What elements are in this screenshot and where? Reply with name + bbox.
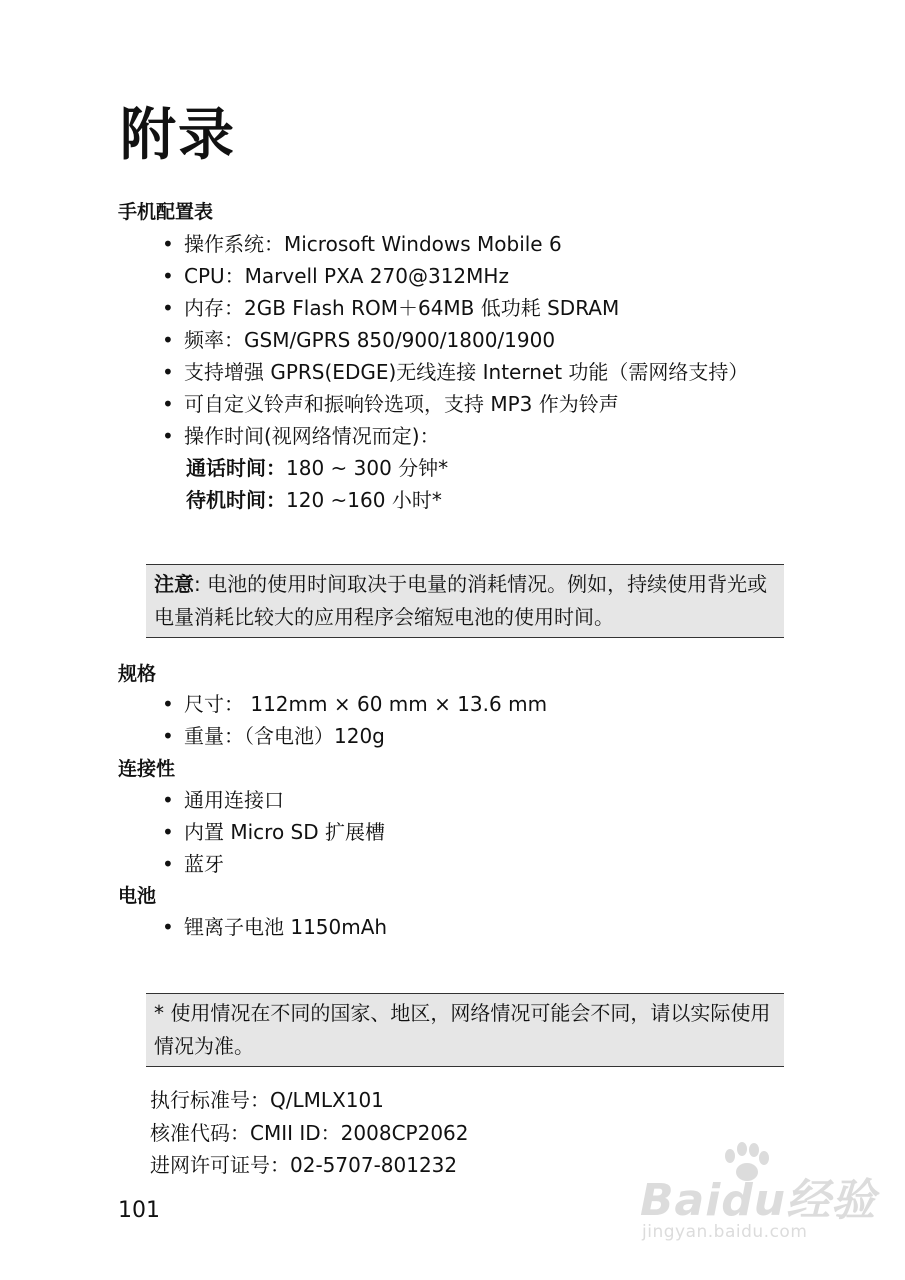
bullet-icon: • (162, 392, 174, 416)
list-item (160, 356, 748, 388)
page-number: 101 (118, 1198, 160, 1223)
battery-list (160, 911, 387, 943)
list-item-text: 内存：2GB Flash ROM＋64MB 低功耗 SDRAM (184, 296, 620, 320)
footnote-text: * 使用情况在不同的国家、地区，网络情况可能会不同，请以实际使用情况为准。 (154, 1001, 771, 1058)
list-item (160, 784, 385, 816)
list-item (160, 720, 547, 752)
phone-config-heading: 手机配置表 (118, 201, 214, 223)
list-item-text: 可自定义铃声和振响铃选项，支持 MP3 作为铃声 (184, 392, 619, 416)
talk-time-label: 通话时间： (186, 456, 286, 480)
list-item (160, 324, 748, 356)
list-item (160, 911, 387, 943)
footnote-box (146, 993, 784, 1067)
list-item-text: 尺寸： 112mm × 60 mm × 13.6 mm (184, 692, 548, 716)
specs-list (160, 688, 547, 752)
standby-time-label: 待机时间： (186, 488, 286, 512)
list-item (160, 816, 385, 848)
note-box (146, 564, 784, 638)
talk-time-value: 180 ~ 300 分钟* (286, 456, 449, 480)
list-item-text: 操作时间(视网络情况而定)： (184, 424, 440, 448)
bullet-icon: • (162, 264, 174, 288)
bullet-icon: • (162, 232, 174, 256)
watermark-brand: Baidu经验 (640, 1175, 877, 1226)
standard-number: 执行标准号：Q/LMLX101 (150, 1088, 384, 1112)
bullet-icon: • (162, 788, 174, 812)
standby-time-line (186, 484, 442, 516)
talk-time-line (186, 452, 448, 484)
network-license: 进网许可证号：02-5707-801232 (150, 1153, 458, 1177)
standby-time-value: 120 ~160 小时* (286, 488, 442, 512)
bullet-icon: • (162, 328, 174, 352)
baidu-watermark (640, 1140, 880, 1250)
list-item (160, 292, 748, 324)
list-item-text: 支持增强 GPRS(EDGE)无线连接 Internet 功能（需网络支持） (184, 360, 749, 384)
list-item-text: CPU：Marvell PXA 270@312MHz (184, 264, 509, 288)
bullet-icon: • (162, 915, 174, 939)
list-item (160, 420, 748, 452)
connectivity-heading: 连接性 (118, 758, 176, 780)
list-item (160, 260, 748, 292)
list-item-text: 蓝牙 (184, 852, 224, 876)
bullet-icon: • (162, 852, 174, 876)
phone-config-list (160, 228, 748, 452)
bullet-icon: • (162, 724, 174, 748)
list-item (160, 228, 748, 260)
list-item (160, 688, 547, 720)
connectivity-list (160, 784, 385, 880)
list-item-text: 锂离子电池 1150mAh (184, 915, 388, 939)
page-title: 附录 (120, 103, 236, 168)
list-item-text: 重量：（含电池）120g (184, 724, 385, 748)
list-item (160, 848, 385, 880)
note-label: 注意 (154, 572, 194, 596)
bullet-icon: • (162, 692, 174, 716)
specs-heading: 规格 (118, 663, 157, 685)
list-item (160, 388, 748, 420)
battery-heading: 电池 (118, 885, 157, 907)
note-text: : 电池的使用时间取决于电量的消耗情况。例如，持续使用背光或电量消耗比较大的应用程序会缩短电池的使用时间。 (154, 572, 768, 629)
list-item-text: 频率：GSM/GPRS 850/900/1800/1900 (184, 328, 556, 352)
list-item-text: 操作系统：Microsoft Windows Mobile 6 (184, 232, 562, 256)
list-item-text: 内置 Micro SD 扩展槽 (184, 820, 385, 844)
approval-code: 核准代码：CMII ID：2008CP2062 (150, 1121, 469, 1145)
bullet-icon: • (162, 820, 174, 844)
bullet-icon: • (162, 296, 174, 320)
bullet-icon: • (162, 360, 174, 384)
bullet-icon: • (162, 424, 174, 448)
watermark-url: jingyan.baidu.com (642, 1222, 808, 1242)
list-item-text: 通用连接口 (184, 788, 284, 812)
